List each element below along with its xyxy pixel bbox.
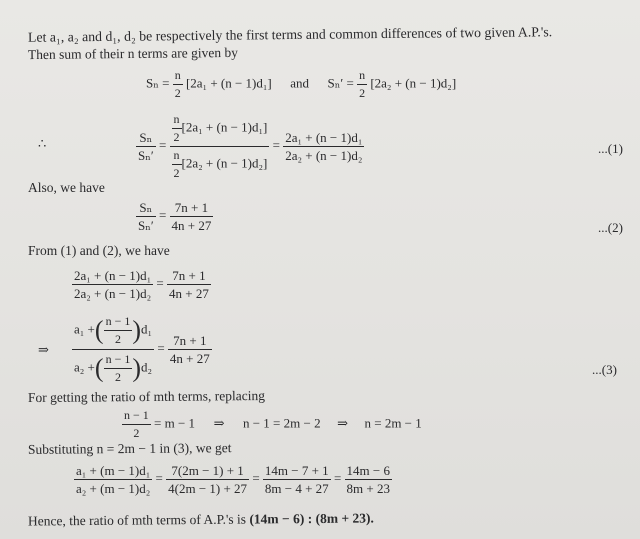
substituting-line: Substituting n = 2m − 1 in (3), we get [27,440,232,457]
sn-label: Sₙ = [146,75,170,91]
equation-tag-2: ...(2) [598,220,623,235]
sn-ratio: $\frac{\text{Sₙ}}{\text{Sₙ′}}$ [138,130,154,163]
snp-bracket: [2a₂ + (n − 1)d₂] [370,75,457,91]
from-line: From (1) and (2), we have [28,243,170,258]
equation-tag-1: ...(1) [598,141,623,156]
also-line: Also, we have [28,180,105,195]
given-fraction: $\frac{7n + 1}{4n + 27}$ [171,200,212,233]
mid-fraction: $\frac{n}{2}$ [2a₁ + (n − 1)d₁] $\frac{n}{2}$ [2a₂ + (n − 1)d₂] [170,112,270,181]
conclusion-line: Hence, the ratio of mth terms of A.P.'s is (14m − 6) : (8m + 23). [27,510,374,529]
half-fraction-2: $\frac{n}{2}$ [359,68,366,100]
snp-label: Sₙ′ = [327,75,354,91]
getting-line: For getting the ratio of mth terms, replacing [27,387,266,406]
and-word: and [290,75,310,91]
implies-symbol: ⇒ [38,342,49,357]
given-ratio: $\frac{\text{Sₙ}}{\text{Sₙ′}}$ = $\frac{7n + 1}{4n + 27}$ [138,200,212,233]
final-ratio: (14m − 6) : (8m + 23). [249,510,374,527]
nth-term-ratio: a₁ +( $\frac{n - 1}{2}$ )d₁ a₂ +( $\frac{n - 1}{2}$ )d₂ = $\frac{7n + 1}{4n + 27}$ [74,314,210,384]
combined-equation: $\frac{\text{2a₁ + (n − 1)d₁}}{\text{2a₂ + (n − 1)d₂}}$ = $\frac{7n + 1}{4n + 27}$ [74,268,209,301]
sn-bracket: [2a₁ + (n − 1)d₁] [185,75,272,91]
therefore-symbol: ∴ [38,136,47,151]
equation-tag-3: ...(3) [592,362,617,377]
intro-line-2: Then sum of their n terms are given by [27,44,239,63]
replacing-equation: $\frac{n - 1}{2}$ = m − 1 ⇒ n − 1 = 2m − 2 ⇒ n = 2m − 1 [124,408,422,440]
ratio-equation-1: $\frac{\text{Sₙ}}{\text{Sₙ′}}$ = $\frac{n}{2}$ [2a₁ + (n − 1)d₁] $\frac{n}{2}$ [2a₂ + (n − 1)d₂] = $\frac{\text{2a₁ + (n − 1)d₁}}{\text{2a₂ + (n − 1)d₂}}$ [138,112,363,180]
half-fraction: $\frac{n}{2}$ [174,68,181,100]
sum-definitions [146,68,456,101]
intro-line-1: Let a₁, a₂ and d₁, d₂ be respectively the first terms and common differences of two given A.P.'s. [27,24,553,45]
ratio-fraction-1: $\frac{\text{2a₁ + (n − 1)d₁}}{\text{2a₂ + (n − 1)d₂}}$ [285,130,363,163]
substitution-chain: $\frac{\text{a₁ + (m − 1)d₁}}{\text{a₂ + (m − 1)d₂}}$ = $\frac{7(2m - 1) + 1}{4(2m - 1) + 27}$ = $\frac{14m - 7 + 1}{8m - 4 + 27}$ = $\frac{14m - 6}{8m + 23}$ [76,463,390,496]
